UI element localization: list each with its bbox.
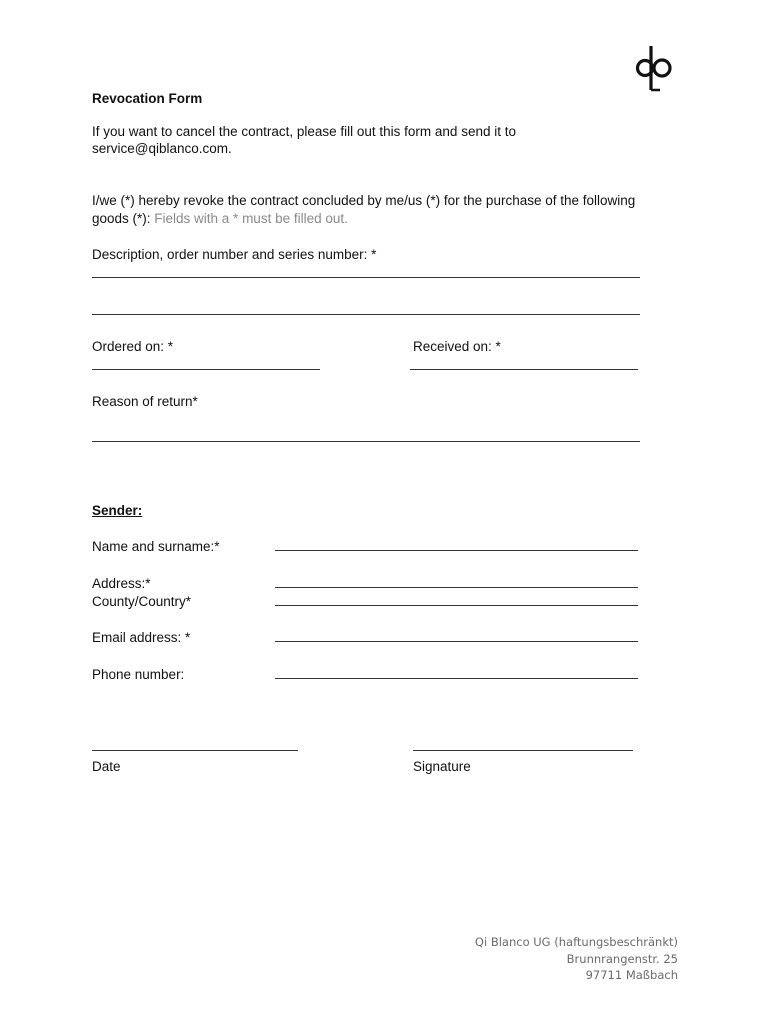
company-name: Qi Blanco UG (haftungsbeschränkt) [474,935,678,949]
sender-heading: Sender: [92,503,143,518]
declaration-line-1: I/we (*) hereby revoke the contract concluded by me/us (*) for the purchase of the following [92,193,636,208]
qb-logo-icon [634,44,674,92]
description-label: Description, order number and series number: * [92,247,377,262]
ordered-on-label: Ordered on: * [92,339,174,354]
signature-label: Signature [413,759,471,774]
address-field[interactable] [275,587,638,588]
company-street: Brunnrangenstr. 25 [566,951,678,966]
date-field[interactable] [92,750,298,751]
signature-field[interactable] [413,750,633,751]
country-field[interactable] [275,605,638,606]
name-label: Name and surname:* [92,539,220,554]
received-on-field[interactable] [410,369,638,370]
company-address [475,934,678,984]
declaration-prefix: goods (*): [92,211,155,226]
required-fields-note: Fields with a * must be filled out. [154,211,348,226]
received-on-label: Received on: * [413,339,501,354]
declaration-line-2 [92,210,348,228]
phone-field[interactable] [275,678,638,679]
name-field[interactable] [275,550,638,551]
reason-field[interactable] [92,441,640,442]
description-field-line-2[interactable] [92,314,640,315]
country-label: County/Country* [92,594,192,609]
company-city: 97711 Maßbach [585,968,678,982]
page-title: Revocation Form [92,91,203,106]
phone-label: Phone number: [92,667,185,682]
date-label: Date [92,759,121,774]
email-label: Email address: * [92,630,191,645]
address-label: Address:* [92,576,151,591]
email-field[interactable] [275,641,638,642]
ordered-on-field[interactable] [92,369,320,370]
intro-line-1: If you want to cancel the contract, please fill out this form and send it to [92,124,516,139]
reason-label: Reason of return* [92,394,198,409]
description-field-line-1[interactable] [92,277,640,278]
intro-line-2: service@qiblanco.com. [92,141,232,156]
